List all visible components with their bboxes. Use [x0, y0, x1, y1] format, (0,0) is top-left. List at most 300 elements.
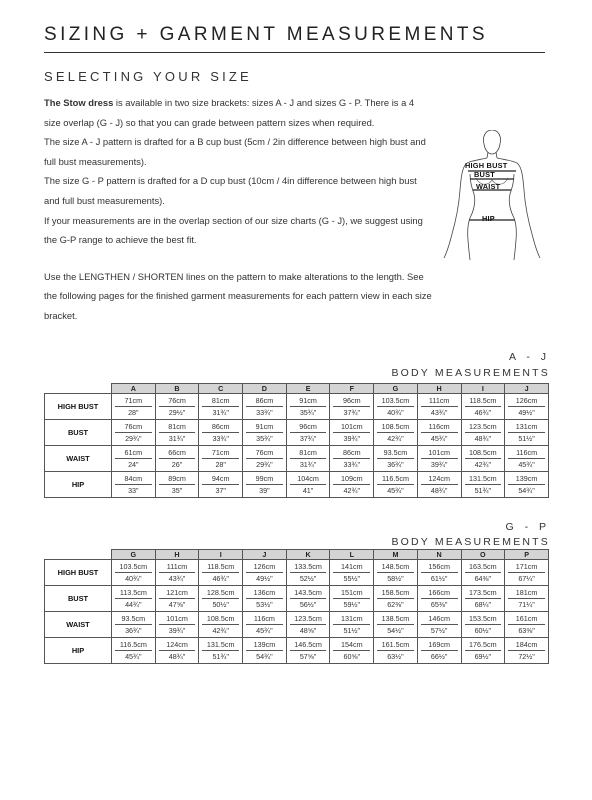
- measurement-cell: [286, 586, 330, 612]
- measurement-cell: [199, 586, 243, 612]
- measurement-cm: 136cm: [246, 588, 283, 599]
- measurement-inches: 51½": [343, 626, 361, 635]
- measurement-cm: 156cm: [421, 562, 458, 573]
- measurement-cm: 86cm: [202, 422, 239, 433]
- size-bracket-a-j: A - J: [508, 351, 550, 363]
- measurement-cell: [330, 420, 374, 446]
- size-column-header: G: [374, 384, 418, 394]
- measurement-cell: [199, 638, 243, 664]
- measurement-cell: [199, 612, 243, 638]
- measurement-cm: 96cm: [333, 396, 370, 407]
- measurement-row-label: BUST: [45, 420, 112, 446]
- measurement-inches: 62⅜": [387, 600, 404, 609]
- measurement-cell: [417, 472, 461, 498]
- measurement-cm: 76cm: [159, 396, 196, 407]
- measurement-cell: [155, 612, 199, 638]
- measurement-cm: 76cm: [246, 448, 283, 459]
- measurement-inches: 56½": [299, 600, 317, 609]
- measurement-cm: 86cm: [246, 396, 283, 407]
- measurement-cm: 154cm: [333, 640, 370, 651]
- measurement-cell: [112, 638, 156, 664]
- measurement-cell: [112, 560, 156, 586]
- measurement-cm: 116cm: [421, 422, 458, 433]
- measurement-inches: 35¾": [256, 434, 273, 443]
- measurement-cell: [155, 560, 199, 586]
- measurement-inches: 44¾": [125, 600, 142, 609]
- measurement-row-label: HIP: [45, 472, 112, 498]
- table-row: [45, 638, 549, 664]
- measurement-cell: [330, 446, 374, 472]
- measurement-cell: [112, 472, 156, 498]
- header-corner: [45, 550, 112, 560]
- measurement-cell: [330, 394, 374, 420]
- measurement-inches: 39¾": [168, 626, 186, 635]
- measurement-inches: 42¾": [212, 626, 229, 635]
- measurement-inches: 48⅝": [299, 626, 317, 635]
- size-column-header: K: [286, 550, 330, 560]
- measurement-cell: [112, 446, 156, 472]
- measurement-inches: 66½": [430, 652, 448, 661]
- measurement-cell: [505, 472, 549, 498]
- table-row: [45, 586, 549, 612]
- measurement-cell: [243, 420, 287, 446]
- measurement-cell: [112, 612, 156, 638]
- size-column-header: F: [330, 384, 374, 394]
- measurement-cm: 126cm: [246, 562, 283, 573]
- measurement-cm: 124cm: [159, 640, 196, 651]
- size-column-header: E: [286, 384, 330, 394]
- measurement-inches: 37¾": [299, 434, 317, 443]
- measurement-cell: [155, 586, 199, 612]
- measurement-inches: 31¾": [299, 460, 317, 469]
- table-title-g-p: BODY MEASUREMENTS: [391, 536, 550, 548]
- measurement-cell: [374, 420, 418, 446]
- measurement-inches: 64⅜": [474, 574, 492, 583]
- size-column-header: A: [112, 384, 156, 394]
- measurement-inches: 63½": [387, 652, 404, 661]
- measurement-cell: [286, 638, 330, 664]
- measurement-inches: 31¾": [168, 434, 186, 443]
- measurement-inches: 72½": [518, 652, 535, 661]
- measurement-cm: 118.5cm: [465, 396, 502, 407]
- measurement-inches: 54¾": [256, 652, 273, 661]
- measurement-cell: [461, 586, 505, 612]
- measurement-inches: 36¾": [387, 460, 404, 469]
- measurement-cell: [330, 560, 374, 586]
- intro-paragraph-1-text: is available in two size brackets: sizes A - J and sizes G - P. There is a 4 size overlap (G - J) so that you can grade between pattern sizes when required.: [44, 97, 415, 128]
- measurement-table-a-j: [44, 383, 549, 498]
- body-figure-illustration: [436, 130, 548, 260]
- measurement-inches: 69½": [474, 652, 492, 661]
- measurement-cm: 101cm: [421, 448, 458, 459]
- measurement-inches: 45¾": [125, 652, 142, 661]
- intro-text: [44, 93, 432, 326]
- measurement-cell: [243, 586, 287, 612]
- measurement-inches: 43¾": [168, 574, 186, 583]
- measurement-cell: [286, 394, 330, 420]
- measurement-inches: 45¾": [387, 486, 404, 495]
- measurement-row-label: BUST: [45, 586, 112, 612]
- measurement-cm: 173.5cm: [465, 588, 502, 599]
- measurement-inches: 49½": [256, 574, 273, 583]
- high-bust-label: HIGH BUST: [465, 161, 508, 170]
- measurement-inches: 29¾": [256, 460, 273, 469]
- measurement-inches: 58½": [387, 574, 404, 583]
- measurement-inches: 39¾": [430, 460, 448, 469]
- measurement-cell: [374, 586, 418, 612]
- measurement-inches: 48¾": [168, 652, 186, 661]
- table-row: [45, 446, 549, 472]
- measurement-inches: 68¼": [474, 600, 492, 609]
- size-header-row: [45, 550, 549, 560]
- measurement-cm: 96cm: [290, 422, 327, 433]
- measurement-cm: 161.5cm: [377, 640, 414, 651]
- size-column-header: B: [155, 384, 199, 394]
- size-column-header: J: [243, 550, 287, 560]
- measurement-cell: [243, 560, 287, 586]
- size-header-row: [45, 384, 549, 394]
- measurement-cm: 81cm: [202, 396, 239, 407]
- measurement-cm: 161cm: [508, 614, 545, 625]
- measurement-inches: 37": [215, 486, 226, 495]
- measurement-cm: 108.5cm: [377, 422, 414, 433]
- measurement-inches: 51¾": [474, 486, 492, 495]
- measurement-inches: 57⅝": [299, 652, 317, 661]
- measurement-cm: 91cm: [290, 396, 327, 407]
- measurement-cell: [286, 420, 330, 446]
- measurement-cm: 99cm: [246, 474, 283, 485]
- measurement-cm: 146cm: [421, 614, 458, 625]
- measurement-cm: 123.5cm: [465, 422, 502, 433]
- measurement-cell: [374, 560, 418, 586]
- measurement-cell: [417, 446, 461, 472]
- size-column-header: L: [330, 550, 374, 560]
- measurement-cell: [505, 586, 549, 612]
- size-column-header: I: [199, 550, 243, 560]
- measurement-cm: 93.5cm: [377, 448, 414, 459]
- measurement-cell: [330, 638, 374, 664]
- measurement-cell: [417, 560, 461, 586]
- measurement-inches: 33": [128, 486, 139, 495]
- measurement-inches: 53½": [256, 600, 273, 609]
- table-title-a-j: BODY MEASUREMENTS: [391, 367, 550, 379]
- measurement-row-label: WAIST: [45, 446, 112, 472]
- measurement-cm: 104cm: [290, 474, 327, 485]
- measurement-inches: 29¾": [125, 434, 142, 443]
- size-column-header: D: [243, 384, 287, 394]
- measurement-cm: 111cm: [421, 396, 458, 407]
- size-column-header: H: [155, 550, 199, 560]
- measurement-cell: [155, 472, 199, 498]
- measurement-cm: 131cm: [508, 422, 545, 433]
- size-column-header: N: [417, 550, 461, 560]
- measurement-inches: 28": [128, 408, 139, 417]
- measurement-cm: 139cm: [246, 640, 283, 651]
- measurement-inches: 45¾": [256, 626, 273, 635]
- measurement-cm: 93.5cm: [115, 614, 152, 625]
- measurement-inches: 54½": [387, 626, 404, 635]
- measurement-inches: 35¾": [299, 408, 317, 417]
- measurement-cm: 61cm: [115, 448, 152, 459]
- measurement-cm: 166cm: [421, 588, 458, 599]
- measurement-cell: [374, 638, 418, 664]
- intro-paragraph-3: The size G - P pattern is drafted for a D cup bust (10cm / 4in difference between high bust and full bust measurements).: [44, 175, 417, 206]
- measurement-cm: 169cm: [421, 640, 458, 651]
- measurement-cell: [505, 420, 549, 446]
- table-row: [45, 612, 549, 638]
- measurement-cm: 131cm: [333, 614, 370, 625]
- intro-paragraph-2: The size A - J pattern is drafted for a B cup bust (5cm / 2in difference between high bust and full bust measurements).: [44, 136, 426, 167]
- measurement-cm: 163.5cm: [465, 562, 502, 573]
- measurement-inches: 41": [302, 486, 314, 495]
- measurement-inches: 42¾": [343, 486, 361, 495]
- measurement-cell: [505, 446, 549, 472]
- title-divider: [44, 52, 545, 53]
- measurement-cm: 113.5cm: [115, 588, 152, 599]
- measurement-cell: [374, 612, 418, 638]
- measurement-inches: 59½": [343, 600, 361, 609]
- measurement-cell: [330, 612, 374, 638]
- size-column-header: I: [461, 384, 505, 394]
- measurement-inches: 37¾": [343, 408, 361, 417]
- size-column-header: H: [417, 384, 461, 394]
- waist-label: WAIST: [476, 182, 501, 191]
- measurement-cm: 81cm: [159, 422, 196, 433]
- table-row: [45, 420, 549, 446]
- measurement-inches: 35": [171, 486, 183, 495]
- measurement-cm: 151cm: [333, 588, 370, 599]
- measurement-cell: [461, 638, 505, 664]
- measurement-cell: [374, 472, 418, 498]
- size-column-header: C: [199, 384, 243, 394]
- measurement-cm: 124cm: [421, 474, 458, 485]
- measurement-inches: 39¾": [343, 434, 361, 443]
- measurement-cm: 138.5cm: [377, 614, 414, 625]
- measurement-cell: [199, 394, 243, 420]
- measurement-cell: [155, 446, 199, 472]
- measurement-cell: [374, 394, 418, 420]
- measurement-row-label: WAIST: [45, 612, 112, 638]
- measurement-inches: 33¾": [256, 408, 273, 417]
- measurement-cm: 108.5cm: [465, 448, 502, 459]
- table-row: [45, 394, 549, 420]
- measurement-cell: [505, 394, 549, 420]
- measurement-cell: [243, 638, 287, 664]
- size-column-header: G: [112, 550, 156, 560]
- measurement-cm: 153.5cm: [465, 614, 502, 625]
- measurement-cm: 131.5cm: [202, 640, 239, 651]
- measurement-inches: 33¾": [343, 460, 361, 469]
- measurement-inches: 65⅜": [430, 600, 448, 609]
- measurement-table-g-p: [44, 549, 549, 664]
- measurement-cell: [155, 420, 199, 446]
- bust-label: BUST: [474, 170, 495, 179]
- measurement-cm: 101cm: [333, 422, 370, 433]
- intro-paragraph-4: If your measurements are in the overlap section of our size charts (G - J), we suggest using the G-P range to achieve the best fit.: [44, 214, 423, 246]
- measurement-cell: [112, 586, 156, 612]
- measurement-inches: 46¾": [474, 408, 492, 417]
- measurement-cm: 171cm: [508, 562, 545, 573]
- measurement-inches: 26": [171, 460, 183, 469]
- measurement-cell: [505, 560, 549, 586]
- measurement-inches: 61½": [430, 574, 448, 583]
- measurement-row-label: HIP: [45, 638, 112, 664]
- measurement-cm: 81cm: [290, 448, 327, 459]
- measurement-cm: 66cm: [159, 448, 196, 459]
- measurement-inches: 46¾": [212, 574, 229, 583]
- measurement-cm: 86cm: [333, 448, 370, 459]
- body-measurement-figure: [436, 130, 548, 260]
- measurement-cell: [505, 638, 549, 664]
- measurement-cm: 89cm: [159, 474, 196, 485]
- measurement-cm: 94cm: [202, 474, 239, 485]
- measurement-row-label: HIGH BUST: [45, 394, 112, 420]
- measurement-inches: 51½": [518, 434, 535, 443]
- measurement-cell: [199, 446, 243, 472]
- measurement-cell: [286, 560, 330, 586]
- measurement-cm: 181cm: [508, 588, 545, 599]
- measurement-cell: [286, 446, 330, 472]
- measurement-cm: 103.5cm: [115, 562, 152, 573]
- measurement-cm: 118.5cm: [202, 562, 239, 573]
- measurement-cm: 116.5cm: [377, 474, 414, 485]
- measurement-cell: [417, 638, 461, 664]
- measurement-inches: 39": [259, 486, 270, 495]
- measurement-cell: [155, 638, 199, 664]
- measurement-cm: 116.5cm: [115, 640, 152, 651]
- measurement-cm: 76cm: [115, 422, 152, 433]
- table-row: [45, 560, 549, 586]
- measurement-inches: 63⅜": [518, 626, 535, 635]
- measurement-inches: 45¾": [430, 434, 448, 443]
- measurement-inches: 40¾": [387, 408, 404, 417]
- measurement-cell: [243, 612, 287, 638]
- measurement-inches: 67¼": [518, 574, 535, 583]
- measurement-cm: 91cm: [246, 422, 283, 433]
- measurement-cm: 131.5cm: [465, 474, 502, 485]
- measurement-cell: [155, 394, 199, 420]
- measurement-inches: 42¾": [387, 434, 404, 443]
- measurement-cm: 121cm: [159, 588, 196, 599]
- measurement-cell: [417, 612, 461, 638]
- measurement-cell: [461, 560, 505, 586]
- measurement-cm: 101cm: [159, 614, 196, 625]
- measurement-inches: 33¾": [212, 434, 229, 443]
- measurement-inches: 50½": [212, 600, 229, 609]
- measurement-inches: 54¾": [518, 486, 535, 495]
- measurement-cell: [330, 586, 374, 612]
- measurement-inches: 28": [215, 460, 226, 469]
- measurement-cell: [243, 446, 287, 472]
- measurement-cm: 126cm: [508, 396, 545, 407]
- measurement-cell: [461, 420, 505, 446]
- size-column-header: J: [505, 384, 549, 394]
- measurement-inches: 47⅝": [168, 600, 186, 609]
- measurement-cm: 143.5cm: [290, 588, 327, 599]
- measurement-cell: [112, 394, 156, 420]
- section-title: SELECTING YOUR SIZE: [44, 69, 252, 84]
- measurement-cm: 184cm: [508, 640, 545, 651]
- measurement-cm: 139cm: [508, 474, 545, 485]
- measurement-cell: [199, 420, 243, 446]
- measurement-inches: 55½": [343, 574, 361, 583]
- intro-paragraph-5: Use the LENGTHEN / SHORTEN lines on the pattern to make alterations to the length. See the following pages for the finished garment measurements for each pattern view in each size bracket.: [44, 270, 432, 321]
- measurement-inches: 57½": [430, 626, 448, 635]
- hip-label: HIP: [482, 214, 495, 223]
- measurement-cell: [199, 472, 243, 498]
- measurement-inches: 48¾": [430, 486, 448, 495]
- measurement-inches: 45¾": [518, 460, 535, 469]
- measurement-cell: [417, 394, 461, 420]
- measurement-cm: 123.5cm: [290, 614, 327, 625]
- measurement-cell: [505, 612, 549, 638]
- size-column-header: O: [461, 550, 505, 560]
- size-column-header: P: [505, 550, 549, 560]
- product-name: The Stow dress: [44, 97, 114, 108]
- measurement-cm: 141cm: [333, 562, 370, 573]
- measurement-inches: 36¾": [125, 626, 142, 635]
- measurement-cm: 103.5cm: [377, 396, 414, 407]
- measurement-cell: [461, 394, 505, 420]
- measurement-inches: 52½": [299, 574, 317, 583]
- measurement-inches: 31¾": [212, 408, 229, 417]
- measurement-cm: 128.5cm: [202, 588, 239, 599]
- header-corner: [45, 384, 112, 394]
- measurement-cm: 176.5cm: [465, 640, 502, 651]
- measurement-cell: [374, 446, 418, 472]
- measurement-cm: 116cm: [508, 448, 545, 459]
- page-title: SIZING + GARMENT MEASUREMENTS: [44, 24, 488, 45]
- measurement-cm: 108.5cm: [202, 614, 239, 625]
- measurement-cm: 146.5cm: [290, 640, 327, 651]
- measurement-inches: 29½": [168, 408, 186, 417]
- measurement-inches: 51¾": [212, 652, 229, 661]
- measurement-cell: [417, 420, 461, 446]
- measurement-cm: 109cm: [333, 474, 370, 485]
- measurement-inches: 43¾": [430, 408, 448, 417]
- measurement-cell: [243, 394, 287, 420]
- measurement-inches: 42¾": [474, 460, 492, 469]
- measurement-inches: 49½": [518, 408, 535, 417]
- measurement-cell: [330, 472, 374, 498]
- measurement-inches: 60⅝": [343, 652, 361, 661]
- table-row: [45, 472, 549, 498]
- measurement-cell: [199, 560, 243, 586]
- measurement-inches: 24": [128, 460, 139, 469]
- measurement-cell: [417, 586, 461, 612]
- measurement-cell: [286, 472, 330, 498]
- measurement-cell: [286, 612, 330, 638]
- measurement-inches: 48¾": [474, 434, 492, 443]
- measurement-cell: [461, 472, 505, 498]
- size-bracket-g-p: G - P: [505, 521, 550, 533]
- measurement-cm: 116cm: [246, 614, 283, 625]
- measurement-cell: [112, 420, 156, 446]
- measurement-inches: 60½": [474, 626, 492, 635]
- measurement-inches: 71¼": [518, 600, 535, 609]
- measurement-cell: [461, 446, 505, 472]
- measurement-cm: 71cm: [202, 448, 239, 459]
- measurement-cm: 133.5cm: [290, 562, 327, 573]
- intro-paragraph-1: [44, 93, 432, 132]
- measurement-row-label: HIGH BUST: [45, 560, 112, 586]
- measurement-cm: 148.5cm: [377, 562, 414, 573]
- measurement-cm: 71cm: [115, 396, 152, 407]
- measurement-cell: [461, 612, 505, 638]
- measurement-inches: 40¾": [125, 574, 142, 583]
- measurement-cell: [243, 472, 287, 498]
- measurement-cm: 84cm: [115, 474, 152, 485]
